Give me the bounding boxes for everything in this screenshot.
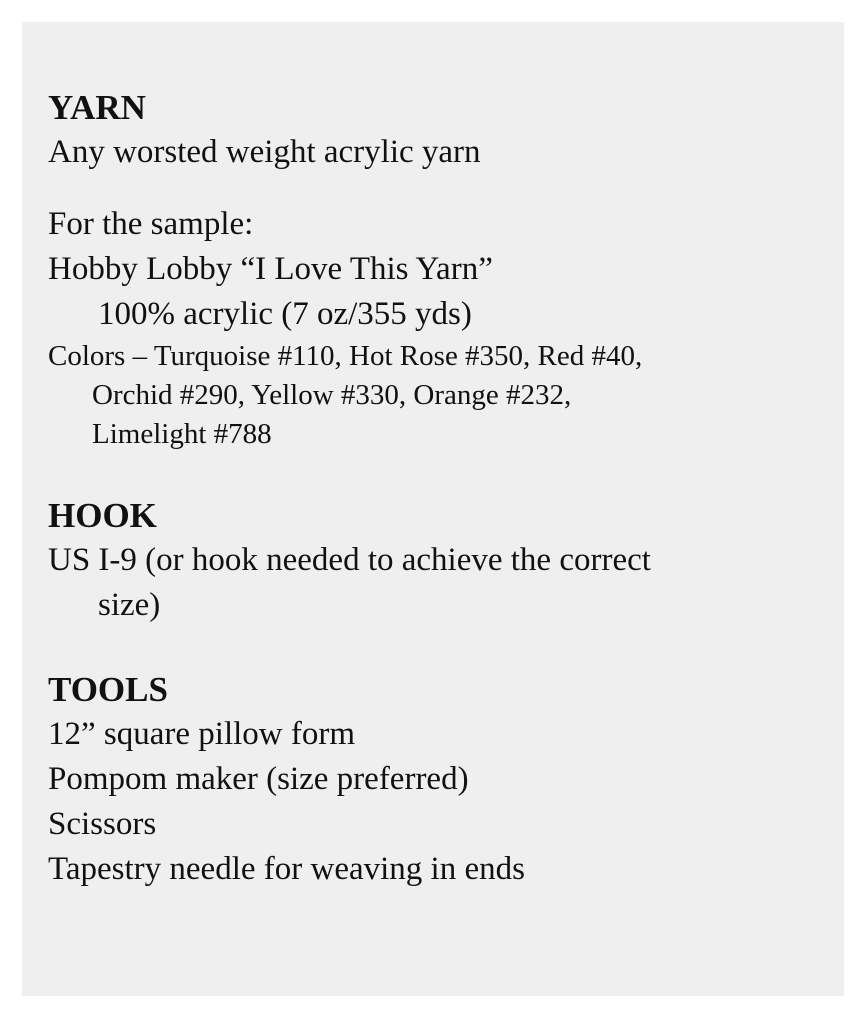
tools-section (48, 668, 838, 892)
materials-content (48, 86, 838, 892)
sample-fiber: 100% acrylic (7 oz/355 yds) (98, 296, 472, 332)
sample-label: For the sample: (48, 206, 254, 242)
hook-section (48, 494, 838, 628)
tool-item: Scissors (48, 806, 157, 842)
colors-line-2: Orchid #290, Yellow #330, Orange #232, (92, 379, 572, 411)
yarn-description: Any worsted weight acrylic yarn (48, 134, 481, 170)
colors-line-3: Limelight #788 (92, 418, 272, 450)
tool-item: Pompom maker (size preferred) (48, 761, 469, 797)
hook-size-continued: size) (98, 587, 161, 623)
colors-line-1: Colors – Turquoise #110, Hot Rose #350, Red #40, (48, 340, 643, 372)
sample-brand: Hobby Lobby “I Love This Yarn” (48, 251, 493, 287)
yarn-section (48, 86, 838, 454)
tools-heading: TOOLS (48, 670, 168, 709)
tool-item: Tapestry needle for weaving in ends (48, 851, 525, 887)
tool-item: 12” square pillow form (48, 716, 356, 752)
hook-size: US I-9 (or hook needed to achieve the correct (48, 542, 651, 578)
hook-heading: HOOK (48, 496, 157, 535)
yarn-heading: YARN (48, 88, 146, 127)
